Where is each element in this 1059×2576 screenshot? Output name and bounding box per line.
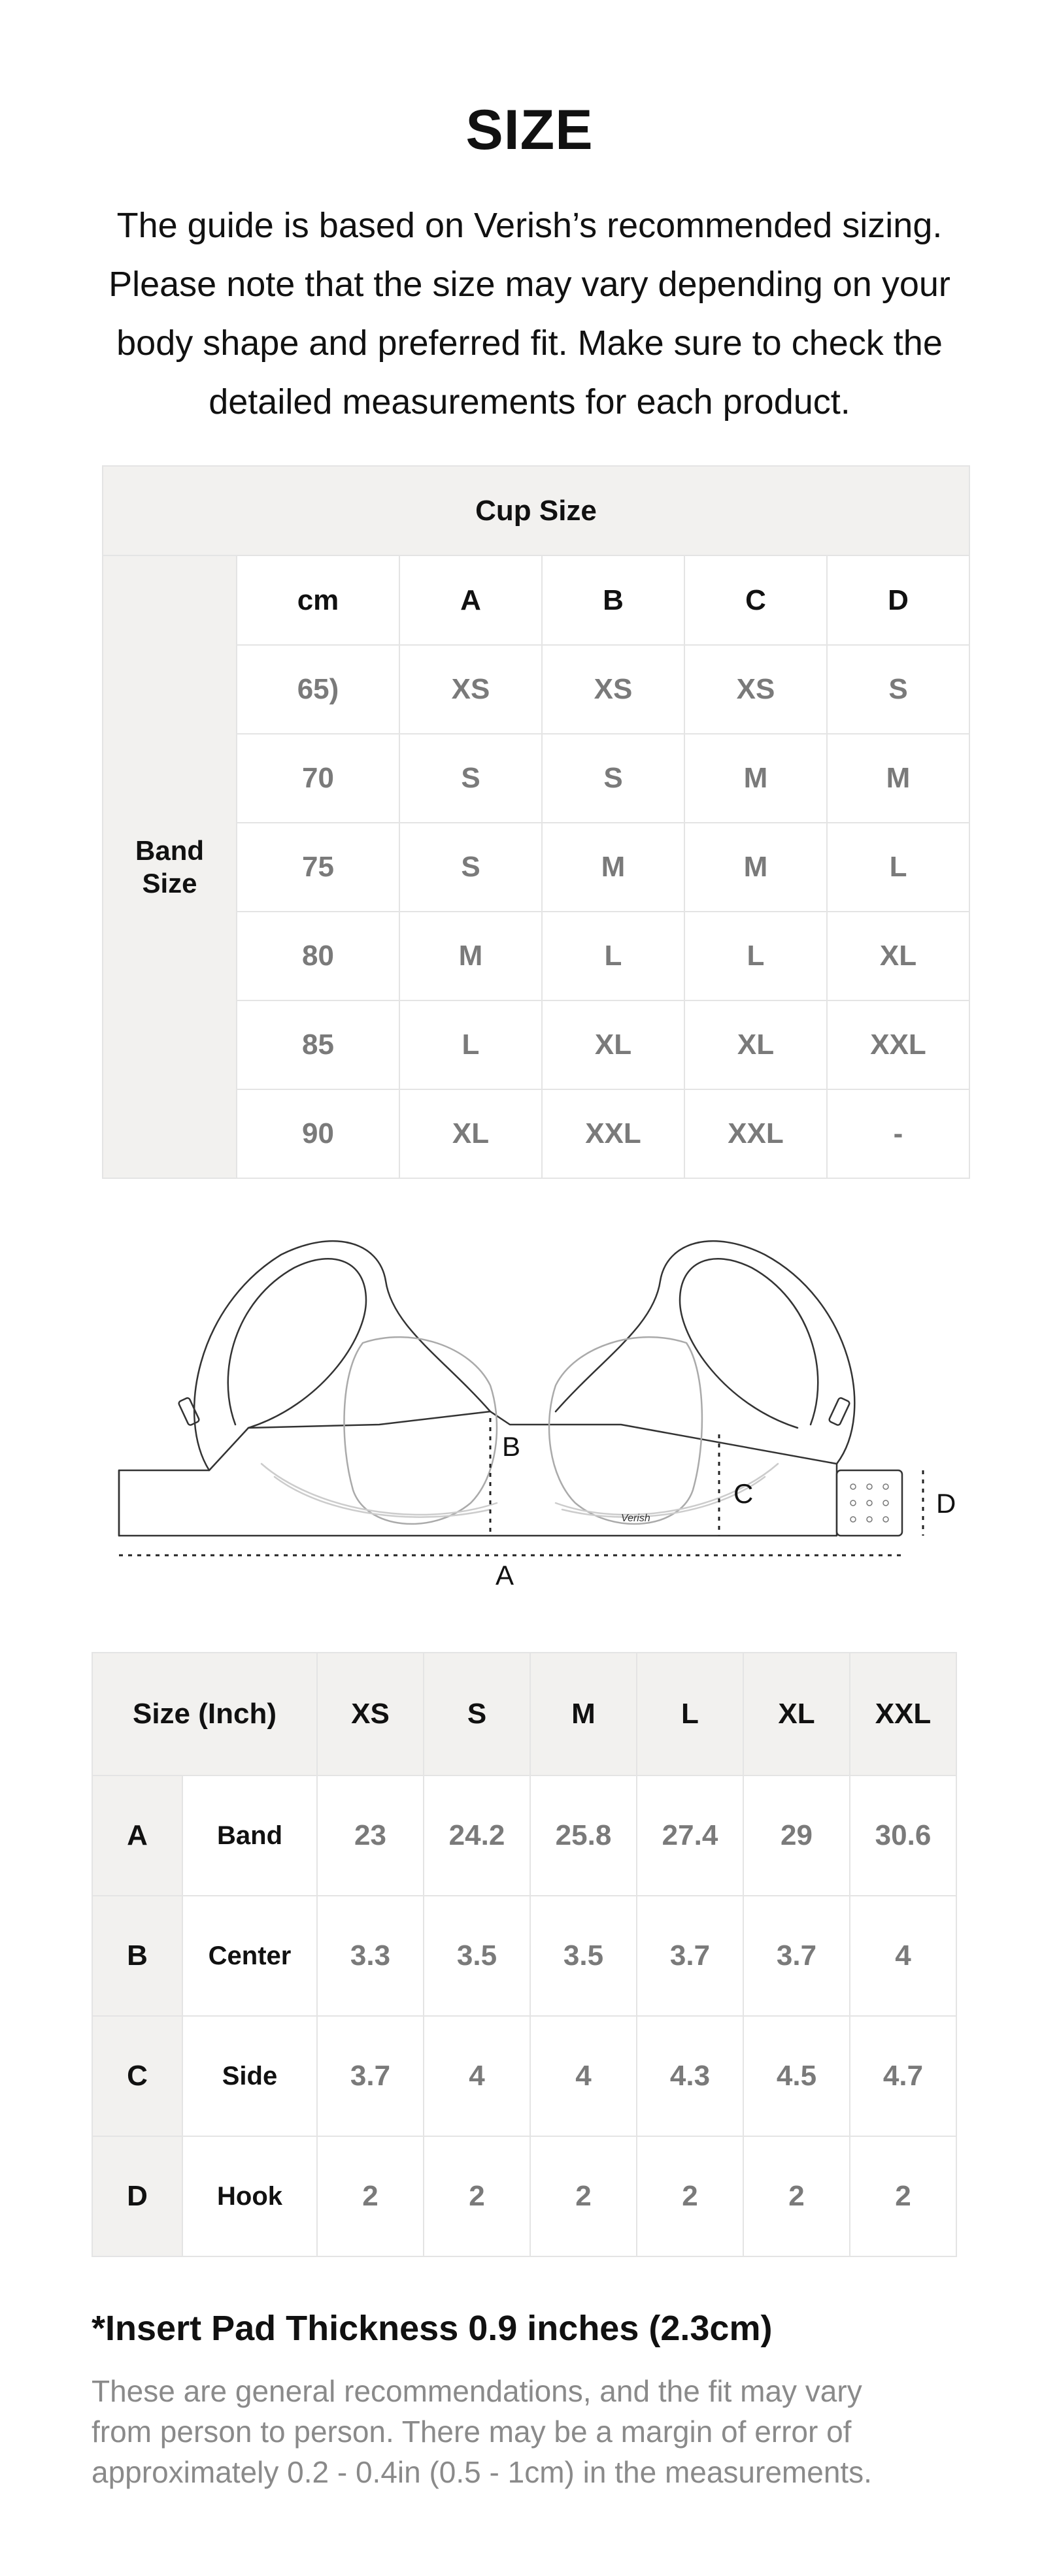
size-header-s: S [424, 1653, 530, 1775]
size-cell: XS [399, 645, 542, 734]
cup-size-table [102, 465, 970, 1179]
measure-value: 3.5 [424, 1896, 530, 2016]
size-cell: L [684, 912, 827, 1000]
size-cell: M [542, 823, 684, 912]
column-header-b: B [542, 555, 684, 645]
band-value: 80 [237, 912, 399, 1000]
band-size-label-line: Band [135, 834, 204, 866]
measure-value: 3.3 [317, 1896, 424, 2016]
band-value: 75 [237, 823, 399, 912]
column-header-d: D [827, 555, 969, 645]
measure-value: 23 [317, 1775, 424, 1896]
size-header-l: L [637, 1653, 743, 1775]
band-size-label-line: Size [142, 867, 197, 899]
cup-size-header-row [103, 466, 969, 555]
band-value: 70 [237, 734, 399, 823]
size-cell: M [684, 823, 827, 912]
size-cell: S [399, 734, 542, 823]
size-header-xxl: XXL [850, 1653, 956, 1775]
size-cell: L [542, 912, 684, 1000]
measure-value: 30.6 [850, 1775, 956, 1896]
inch-size-table [92, 1652, 957, 2257]
size-cell: M [399, 912, 542, 1000]
measure-value: 4.3 [637, 2016, 743, 2136]
band-size-label [103, 555, 237, 1178]
measure-label-c: C [733, 1478, 754, 1509]
brand-logo: Verish [621, 1513, 650, 1524]
page-title: SIZE [465, 99, 594, 161]
measure-value: 4.5 [743, 2016, 850, 2136]
intro-line: The guide is based on Verish’s recommended sizing. [116, 206, 943, 245]
column-header-c: C [684, 555, 827, 645]
size-cell: S [827, 645, 969, 734]
size-cell: XXL [684, 1089, 827, 1178]
size-cell: XS [684, 645, 827, 734]
measure-value: 3.5 [530, 1896, 637, 2016]
pad-note-line: approximately 0.2 - 0.4in (0.5 - 1cm) in the measurements. [92, 2455, 872, 2489]
size-cell: S [542, 734, 684, 823]
pad-note-line: from person to person. There may be a margin of error of [92, 2415, 852, 2449]
pad-note-text [92, 2371, 994, 2492]
size-cell: XXL [827, 1000, 969, 1089]
pad-note-line: These are general recommendations, and the fit may vary [92, 2374, 862, 2408]
measure-value: 27.4 [637, 1775, 743, 1896]
intro-text [72, 196, 987, 431]
size-cell: M [684, 734, 827, 823]
measure-value: 24.2 [424, 1775, 530, 1896]
measure-value: 2 [424, 2136, 530, 2256]
measure-value: 3.7 [743, 1896, 850, 2016]
measure-value: 4 [424, 2016, 530, 2136]
measure-value: 3.7 [317, 2016, 424, 2136]
measure-name: Side [182, 2016, 317, 2136]
measure-value: 4.7 [850, 2016, 956, 2136]
measure-value: 2 [850, 2136, 956, 2256]
size-header-xl: XL [743, 1653, 850, 1775]
measure-name: Center [182, 1896, 317, 2016]
band-value: 90 [237, 1089, 399, 1178]
size-cell: XL [684, 1000, 827, 1089]
pad-note-title: *Insert Pad Thickness 0.9 inches (2.3cm) [92, 2309, 773, 2348]
size-cell: XL [827, 912, 969, 1000]
column-header-cm: cm [237, 555, 399, 645]
size-header-xs: XS [317, 1653, 424, 1775]
measure-value: 3.7 [637, 1896, 743, 2016]
measure-letter: B [92, 1896, 182, 2016]
size-cell: XXL [542, 1089, 684, 1178]
measure-value: 2 [317, 2136, 424, 2256]
column-header-a: A [399, 555, 542, 645]
size-cell: - [827, 1089, 969, 1178]
measure-name: Band [182, 1775, 317, 1896]
table-row [92, 2016, 956, 2136]
measure-value: 2 [637, 2136, 743, 2256]
intro-line: Please note that the size may vary depending on your [109, 265, 950, 304]
band-value: 85 [237, 1000, 399, 1089]
measure-label-b: B [502, 1431, 521, 1462]
table-row [92, 1896, 956, 2016]
size-cell: XS [542, 645, 684, 734]
measure-value: 29 [743, 1775, 850, 1896]
size-cell: XL [542, 1000, 684, 1089]
inch-header-row [92, 1653, 956, 1775]
measure-value: 2 [743, 2136, 850, 2256]
measure-letter: C [92, 2016, 182, 2136]
size-cell: L [827, 823, 969, 912]
measure-label-d: D [936, 1488, 956, 1519]
band-value: 65) [237, 645, 399, 734]
measure-letter: D [92, 2136, 182, 2256]
measure-value: 25.8 [530, 1775, 637, 1896]
size-cell: S [399, 823, 542, 912]
intro-line: body shape and preferred fit. Make sure to check the [116, 323, 943, 363]
cup-size-header: Cup Size [103, 466, 969, 555]
measure-value: 4 [850, 1896, 956, 2016]
measure-letter: A [92, 1775, 182, 1896]
measure-value: 4 [530, 2016, 637, 2136]
cup-column-header-row [103, 555, 969, 645]
bra-measurement-diagram [105, 1229, 981, 1614]
size-header-m: M [530, 1653, 637, 1775]
measure-label-a: A [495, 1560, 514, 1591]
size-inch-header: Size (Inch) [92, 1653, 317, 1775]
measure-name: Hook [182, 2136, 317, 2256]
measure-value: 2 [530, 2136, 637, 2256]
size-cell: XL [399, 1089, 542, 1178]
table-row [92, 2136, 956, 2256]
size-cell: M [827, 734, 969, 823]
table-row [92, 1775, 956, 1896]
size-cell: L [399, 1000, 542, 1089]
intro-line: detailed measurements for each product. [209, 382, 850, 421]
